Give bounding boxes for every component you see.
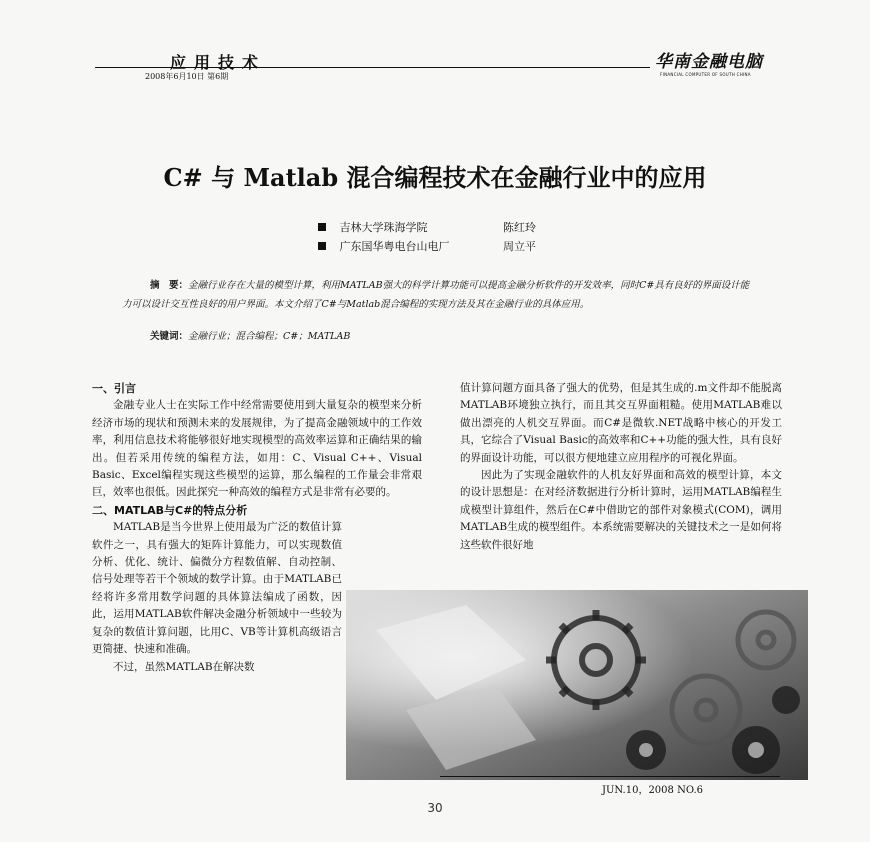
author-affiliation: 广东国华粤电台山电厂 — [339, 240, 450, 253]
paragraph: 不过，虽然MATLAB在解决数 — [113, 660, 255, 673]
paragraph: 因此为了实现金融软件的人机友好界面和高效的模型计算，本文的设计思想是：在对经济数据进行分析计算时，运用MATLAB编程生成模型计算组件，然后在C#中借助它的部件对象模式(COM)，调用MATLAB生成的模型组件。本系统需要解决的关键技术之一是如何将这些软件很好地 — [460, 469, 782, 551]
journal-logo: 华南金融电脑 — [655, 52, 763, 72]
bullet-square-icon — [318, 223, 326, 231]
section-heading-intro: 一、引言 — [92, 382, 136, 395]
gears-illustration — [346, 590, 808, 780]
header-rule — [95, 67, 650, 68]
abstract-label: 摘 要： — [150, 280, 189, 291]
author-row — [318, 218, 536, 237]
author-name: 周立平 — [503, 240, 536, 253]
header-date-issue: 2008年6月10日 第6期 — [145, 72, 229, 81]
gears-illustration-svg — [346, 590, 808, 780]
header-section-title: 应用技术 — [170, 53, 267, 72]
keywords — [150, 328, 350, 342]
paragraph: 值计算问题方面具备了强大的优势，但是其生成的.m文件却不能脱离MATLAB环境独立执行，而且其交互界面粗糙。使用MATLAB难以做出漂亮的人机交互界面。而C#是微软.NET战略中核心的开发工具，它综合了Visual Basic的高效率和C++功能的强大性，具有良好的界面设计功能，可以很方便地建立应用程序的可视化界面。 — [460, 382, 782, 464]
footer-issue: JUN.10，2008 NO.6 — [602, 785, 703, 796]
abstract — [122, 276, 752, 314]
keywords-text: 金融行业；混合编程；C#；MATLAB — [188, 331, 351, 342]
author-row — [318, 237, 536, 256]
journal-logo-subtitle: FINANCIAL COMPUTER OF SOUTH CHINA — [660, 72, 751, 77]
footer-rule — [440, 776, 780, 777]
body-right-column — [460, 380, 782, 554]
author-name: 陈红玲 — [503, 221, 536, 234]
page-number: 30 — [427, 801, 443, 815]
article-title: C# 与 Matlab 混合编程技术在金融行业中的应用 — [163, 163, 707, 192]
keywords-label: 关键词： — [150, 331, 189, 342]
author-affiliation: 吉林大学珠海学院 — [339, 221, 428, 234]
author-block — [318, 218, 536, 256]
section-heading-features: 二、MATLAB与C#的特点分析 — [92, 503, 248, 517]
bullet-square-icon — [318, 242, 326, 250]
paragraph: 金融专业人士在实际工作中经常需要使用到大量复杂的模型来分析经济市场的现状和预测未来的发展规律，为了提高金融领域中的工作效率，利用信息技术将能够很好地实现模型的高效率运算和正确结果的输出。但若采用传统的编程方法，如用：C、Visual C++、Visual Basic、Excel编程实现这些模型的运算，那么编程的工作量会非常艰巨，效率也很低。因此探究一种高效的编程方式是非常有必要的。 — [92, 399, 422, 499]
paragraph: MATLAB是当今世界上使用最为广泛的数值计算软件之一，具有强大的矩阵计算能力，可以实现数值分析、优化、统计、偏微分方程数值解、自动控制、信号处理等若干个领域的数学计算。由于MATLAB已经将许多常用数学问题的具体算法编成了函数，因此，运用MATLAB软件解决金融分析领域中一些较为复杂的数值计算问题，比用C、VB等计算机高级语言更简捷、快速和准确。 — [92, 521, 342, 656]
abstract-text: 金融行业存在大量的模型计算，利用MATLAB强大的科学计算功能可以提高金融分析软件的开发效率，同时C#具有良好的界面设计能力可以设计交互性良好的用户界面。本文介绍了C#与Matlab混合编程的实现方法及其在金融行业的具体应用。 — [122, 280, 750, 310]
